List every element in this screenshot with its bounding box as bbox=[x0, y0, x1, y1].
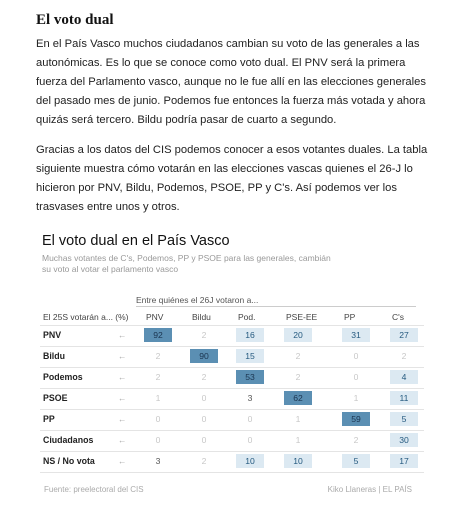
row-header-label: El 25S votarán a... (%) bbox=[43, 312, 129, 322]
dual-vote-table bbox=[40, 325, 424, 473]
table-cell: 2 bbox=[201, 330, 207, 340]
column-header: Pod. bbox=[238, 312, 256, 322]
article-headline: El voto dual bbox=[36, 12, 114, 28]
column-header: C's bbox=[392, 312, 405, 322]
arrow-icon: ← bbox=[118, 351, 127, 361]
table-cell: 0 bbox=[201, 414, 207, 424]
row-label: PP bbox=[43, 414, 55, 424]
table-cell: 0 bbox=[247, 414, 253, 424]
table-header-row bbox=[40, 312, 424, 324]
table-cell: 2 bbox=[353, 435, 359, 445]
table-cell: 30 bbox=[390, 433, 418, 447]
arrow-icon: ← bbox=[118, 393, 127, 403]
table-cell: 2 bbox=[201, 372, 207, 382]
table-cell: 5 bbox=[390, 412, 418, 426]
column-group-divider bbox=[136, 306, 416, 307]
row-label: PSOE bbox=[43, 393, 68, 403]
table-cell: 3 bbox=[155, 456, 161, 466]
column-header: PP bbox=[344, 312, 356, 322]
table-cell: 53 bbox=[236, 370, 264, 384]
table-cell: 0 bbox=[353, 351, 359, 361]
table-cell: 17 bbox=[390, 454, 418, 468]
table-cell: 3 bbox=[247, 393, 253, 403]
chart-subtitle: Muchas votantes de C's, Podemos, PP y PSOE para las generales, cambián su voto al votar el parlamento vasco bbox=[42, 253, 331, 274]
table-cell: 27 bbox=[390, 328, 418, 342]
table-row bbox=[40, 451, 424, 473]
table-cell: 31 bbox=[342, 328, 370, 342]
table-cell: 11 bbox=[390, 391, 418, 405]
chart-title: El voto dual en el País Vasco bbox=[42, 233, 230, 249]
column-header: Bildu bbox=[192, 312, 211, 322]
row-label: NS / No vota bbox=[43, 456, 95, 466]
table-cell: 16 bbox=[236, 328, 264, 342]
arrow-icon: ← bbox=[118, 372, 127, 382]
table-cell: 2 bbox=[401, 351, 407, 361]
row-label: PNV bbox=[43, 330, 62, 340]
table-cell: 0 bbox=[353, 372, 359, 382]
table-row bbox=[40, 409, 424, 430]
arrow-icon: ← bbox=[118, 456, 127, 466]
table-row bbox=[40, 325, 424, 346]
column-header: PSE-EE bbox=[286, 312, 318, 322]
table-cell: 0 bbox=[247, 435, 253, 445]
column-group-label: Entre quiénes el 26J votaron a... bbox=[136, 295, 259, 305]
table-cell: 4 bbox=[390, 370, 418, 384]
article bbox=[36, 12, 436, 228]
article-paragraph-2: Gracias a los datos del CIS podemos conocer a esos votantes duales. La tabla siguiente muestra cómo votarán en las elecciones vascas quienes el 26-J lo hicieron por PNV, Bildu, Podemos, PSOE, PP y C's. Así podemos ver los trasvases entre unos y otros. bbox=[36, 144, 428, 213]
table-cell: 1 bbox=[295, 414, 301, 424]
table-cell: 1 bbox=[155, 393, 161, 403]
column-header: PNV bbox=[146, 312, 164, 322]
row-label: Ciudadanos bbox=[43, 435, 94, 445]
table-cell: 0 bbox=[201, 435, 207, 445]
table-cell: 90 bbox=[190, 349, 218, 363]
table-row bbox=[40, 430, 424, 451]
table-cell: 2 bbox=[201, 456, 207, 466]
article-paragraph-1: En el País Vasco muchos ciudadanos cambian su voto de las generales a las autonómicas. Es lo que se conoce como voto dual. El PNV será la primera fuerza del Parlamento vasco, aunque no le fue allí en las elecciones generales del pasado mes de junio. Podemos fue entonces la fuerza más votada y ahora quizás será tercero. Bildu podría pasar de cuarto a segundo. bbox=[36, 38, 426, 126]
source-note: Fuente: preelectoral del CIS bbox=[44, 485, 144, 494]
table-cell: 2 bbox=[295, 372, 301, 382]
table-cell: 1 bbox=[295, 435, 301, 445]
credit-note: Kiko Llaneras | EL PAÍS bbox=[327, 485, 412, 494]
table-cell: 2 bbox=[155, 351, 161, 361]
table-cell: 0 bbox=[155, 435, 161, 445]
row-label: Podemos bbox=[43, 372, 83, 382]
table-cell: 62 bbox=[284, 391, 312, 405]
arrow-icon: ← bbox=[118, 330, 127, 340]
table-cell: 10 bbox=[236, 454, 264, 468]
table-cell: 59 bbox=[342, 412, 370, 426]
arrow-icon: ← bbox=[118, 435, 127, 445]
table-cell: 0 bbox=[155, 414, 161, 424]
table-cell: 2 bbox=[155, 372, 161, 382]
table-row bbox=[40, 346, 424, 367]
table-cell: 0 bbox=[201, 393, 207, 403]
table-cell: 15 bbox=[236, 349, 264, 363]
table-cell: 92 bbox=[144, 328, 172, 342]
table-cell: 2 bbox=[295, 351, 301, 361]
table-row bbox=[40, 388, 424, 409]
table-cell: 10 bbox=[284, 454, 312, 468]
table-row bbox=[40, 367, 424, 388]
dual-vote-table-figure bbox=[40, 233, 424, 494]
table-cell: 20 bbox=[284, 328, 312, 342]
row-label: Bildu bbox=[43, 351, 65, 361]
table-cell: 1 bbox=[353, 393, 359, 403]
arrow-icon: ← bbox=[118, 414, 127, 424]
table-cell: 5 bbox=[342, 454, 370, 468]
